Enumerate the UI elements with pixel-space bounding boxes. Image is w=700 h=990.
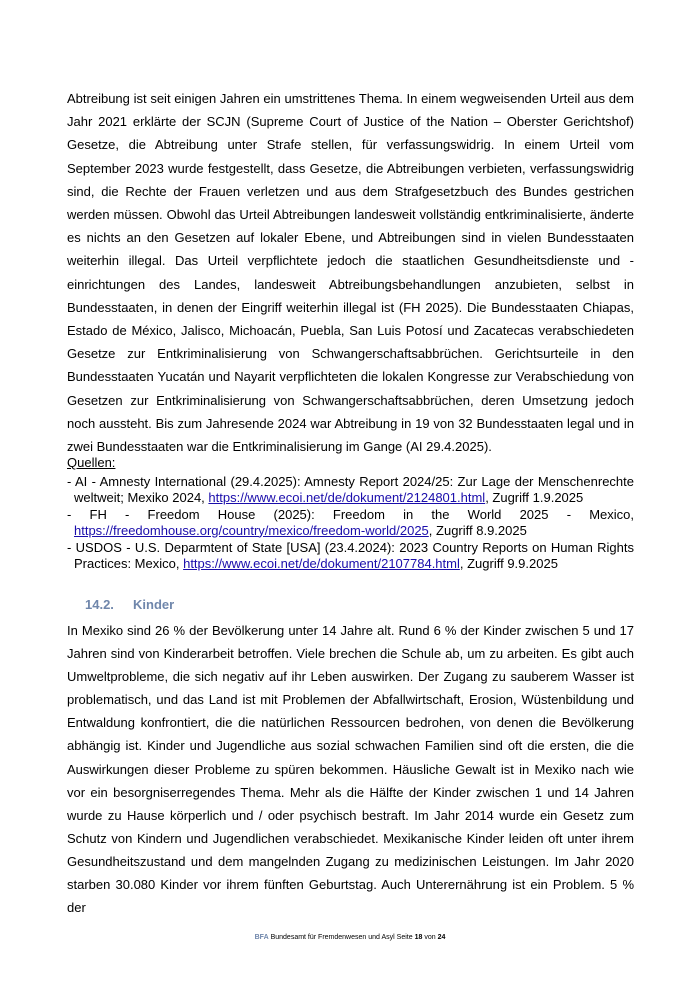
source-item-ai [67,474,634,505]
source-link-fh[interactable]: https://freedomhouse.org/country/mexico/freedom-world/2025 [74,522,429,538]
source-link-usdos[interactable]: https://www.ecoi.net/de/dokument/2107784.html [183,555,460,571]
page-footer [0,934,700,941]
source-access-date: , Zugriff 1.9.2025 [485,489,584,505]
abortion-paragraph: Abtreibung ist seit einigen Jahren ein umstrittenes Thema. In einem wegweisenden Urteil aus dem Jahr 2021 erklärte der SCJN (Supreme Court of Justice of the Nation – Oberster Gerichtshof) Gesetze, die Abtreibung unter Strafe stellen, für verfassungswidrig. In einem Urteil vom September 2023 wurde festgestellt, dass Gesetze, die Abtreibungen verbieten, verfassungswidrig sind, die Rechte der Frauen verletzen und aus dem Strafgesetzbuch des Bundes gestrichen werden müssen. Obwohl das Urteil Abtreibungen landesweit vollständig entkriminalisierte, änderte es nichts an den Gesetzen auf lokaler Ebene, und Abtreibungen sind in vielen Bundesstaaten weiterhin illegal. Das Urteil verpflichtete jedoch die staatlichen Gesundheitsdienste und -einrichtungen des Landes, landesweit Abtreibungsbehandlungen anzubieten, selbst in Bundesstaaten, in denen der Eingriff weiterhin illegal ist (FH 2025). Die Bundesstaaten Chiapas, Estado de México, Jalisco, Michoacán, Puebla, San Luis Potosí und Zacatecas verabschiedeten Gesetze zur Entkriminalisierung von Schwangerschaftsabbrüchen. Gerichtsurteile in den Bundesstaaten Yucatán und Nayarit verpflichteten die lokalen Kongresse zur Verabschiedung von Gesetzen zur Entkriminalisierung von Schwangerschaftsabbrüchen, deren Umsetzung jedoch noch aussteht. Bis zum Jahresende 2024 war Abtreibung in 19 von 32 Bundesstaaten legal und in zwei Bundesstaaten war die Entkriminalisierung im Gange (AI 29.4.2025). [67,91,634,455]
bfa-logo-text: BFA [254,934,269,941]
source-text: - FH - Freedom House (2025): Freedom in the World 2025 - Mexico, [67,507,634,522]
footer-of-word: von [424,934,436,941]
source-access-date: , Zugriff 8.9.2025 [428,522,527,538]
source-link-ai[interactable]: https://www.ecoi.net/de/dokument/2124801.html [208,489,486,505]
sources-list [67,474,634,573]
children-paragraph: In Mexiko sind 26 % der Bevölkerung unter 14 Jahre alt. Rund 6 % der Kinder zwischen 5 und 17 Jahren sind von Kinderarbeit betroffen. Viele brechen die Schule ab, um zu arbeiten. Es gibt auch Umweltprobleme, die sich negativ auf ihr Leben auswirken. Der Zugang zu sauberem Wasser ist problematisch, und das Land ist mit Problemen der Abfallwirtschaft, Erosion, Wüstenbildung und Entwaldung konfrontiert, die die natürlichen Ressourcen bedrohen, von denen die Bevölkerung abhängig ist. Kinder und Jugendliche aus sozial schwachen Familien sind oft die ersten, die die Auswirkungen dieser Probleme zu spüren bekommen. Häusliche Gewalt ist in Mexiko nach wie vor ein besorgniserregendes Thema. Mehr als die Hälfte der Kinder zwischen 1 und 14 Jahren wurde zu Hause körperlich und / oder psychisch bestraft. Im Jahr 2014 wurde ein Gesetz zum Schutz von Kindern und Jugendlichen verabschiedet. Mexikanische Kinder leiden oft unter ihrem Gesundheitszustand und dem mangelnden Zugang zu medizinischen Leistungen. Im Jahr 2020 starben 30.080 Kinder vor ihrem fünften Geburtstag. Auch Unterernährung ist ein Problem. 5 % der [67,623,634,916]
source-item-fh [67,507,634,538]
source-item-usdos [67,540,634,571]
source-access-date: , Zugriff 9.9.2025 [459,555,558,571]
source-text: - USDOS - U.S. Deparmtent of State [USA] (23.4.2024): 2023 Country Reports on Human Rights Practices: Mexico, [67,540,634,571]
sources-title: Quellen: [67,455,116,470]
footer-page-word: Seite [396,934,413,941]
section-heading-kinder [85,597,174,612]
footer-page-total: 24 [437,934,446,941]
footer-page-number: 18 [414,934,423,941]
section-title: Kinder [133,597,175,612]
footer-org: Bundesamt für Fremdenwesen und Asyl [270,934,395,941]
section-number: 14.2. [85,597,114,612]
source-text: - AI - Amnesty International (29.4.2025): Amnesty Report 2024/25: Zur Lage der Menschenrechte weltweit; Mexiko 2024, [67,474,634,505]
